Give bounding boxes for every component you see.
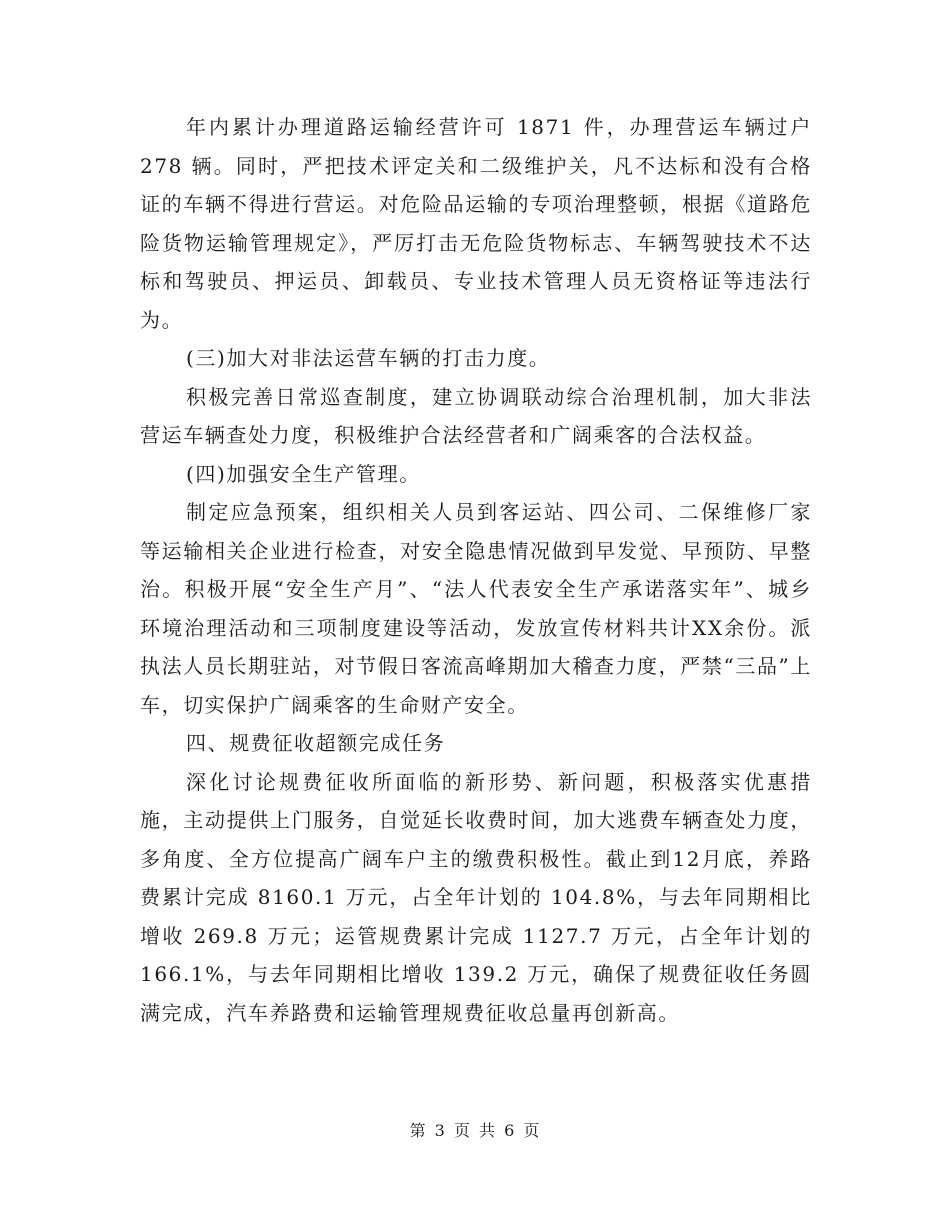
paragraph-patrol-system: 积极完善日常巡查制度，建立协调联动综合治理机制，加大非法营运车辆查处力度，积极维护合法经营者和广阔乘客的合法权益。 — [140, 384, 812, 447]
heading-safety-management: (四)加强安全生产管理。 — [186, 461, 421, 486]
document-body — [140, 108, 820, 1032]
paragraph-fee-collection-results: 深化讨论规费征收所面临的新形势、新问题，积极落实优惠措施，主动提供上门服务，自觉延长收费时间，加大逃费车辆查处力度，多角度、全方位提高广阔车户主的缴费积极性。截止到12月底，养路费累计完成 8160.1 万元，占全年计划的 104.8%，与去年同期相比增收 269.8 万元；运管规费累计完成 1127.7 万元，占全年计划的 166.1%，与去年同期相比增收 139.2 万元，确保了规费征收任务圆满完成，汽车养路费和运输管理规费征收总量再创新高。 — [140, 769, 820, 1025]
paragraph-road-transport-licensing: 年内累计办理道路运输经营许可 1871 件，办理营运车辆过户 278 辆。同时，严把技术评定关和二级维护关，凡不达标和没有合格证的车辆不得进行营运。对危险品运输的专项治理整顿，根据《道路危险货物运输管理规定》，严厉打击无危险货物标志、车辆驾驶技术不达标和驾驶员、押运员、卸载员、专业技术管理人员无资格证等违法行为。 — [140, 115, 820, 332]
heading-fee-collection: 四、规费征收超额完成任务 — [186, 731, 446, 755]
page-number-footer: 第 3 页 共 6 页 — [409, 1121, 541, 1140]
heading-illegal-vehicle-crackdown: (三)加大对非法运营车辆的打击力度。 — [186, 346, 551, 370]
paragraph-emergency-plan: 制定应急预案，组织相关人员到客运站、四公司、二保维修厂家等运输相关企业进行检查，对安全隐患情况做到早发觉、早预防、早整治。积极开展“安全生产月”、“法人代表安全生产承诺落实年”、城乡环境治理活动和三项制度建设等活动，发放宣传材料共计XX余份。派执法人员长期驻站，对节假日客流高峰期加大稽查力度，严禁“三品”上车，切实保护广阔乘客的生命财产安全。 — [140, 500, 812, 717]
